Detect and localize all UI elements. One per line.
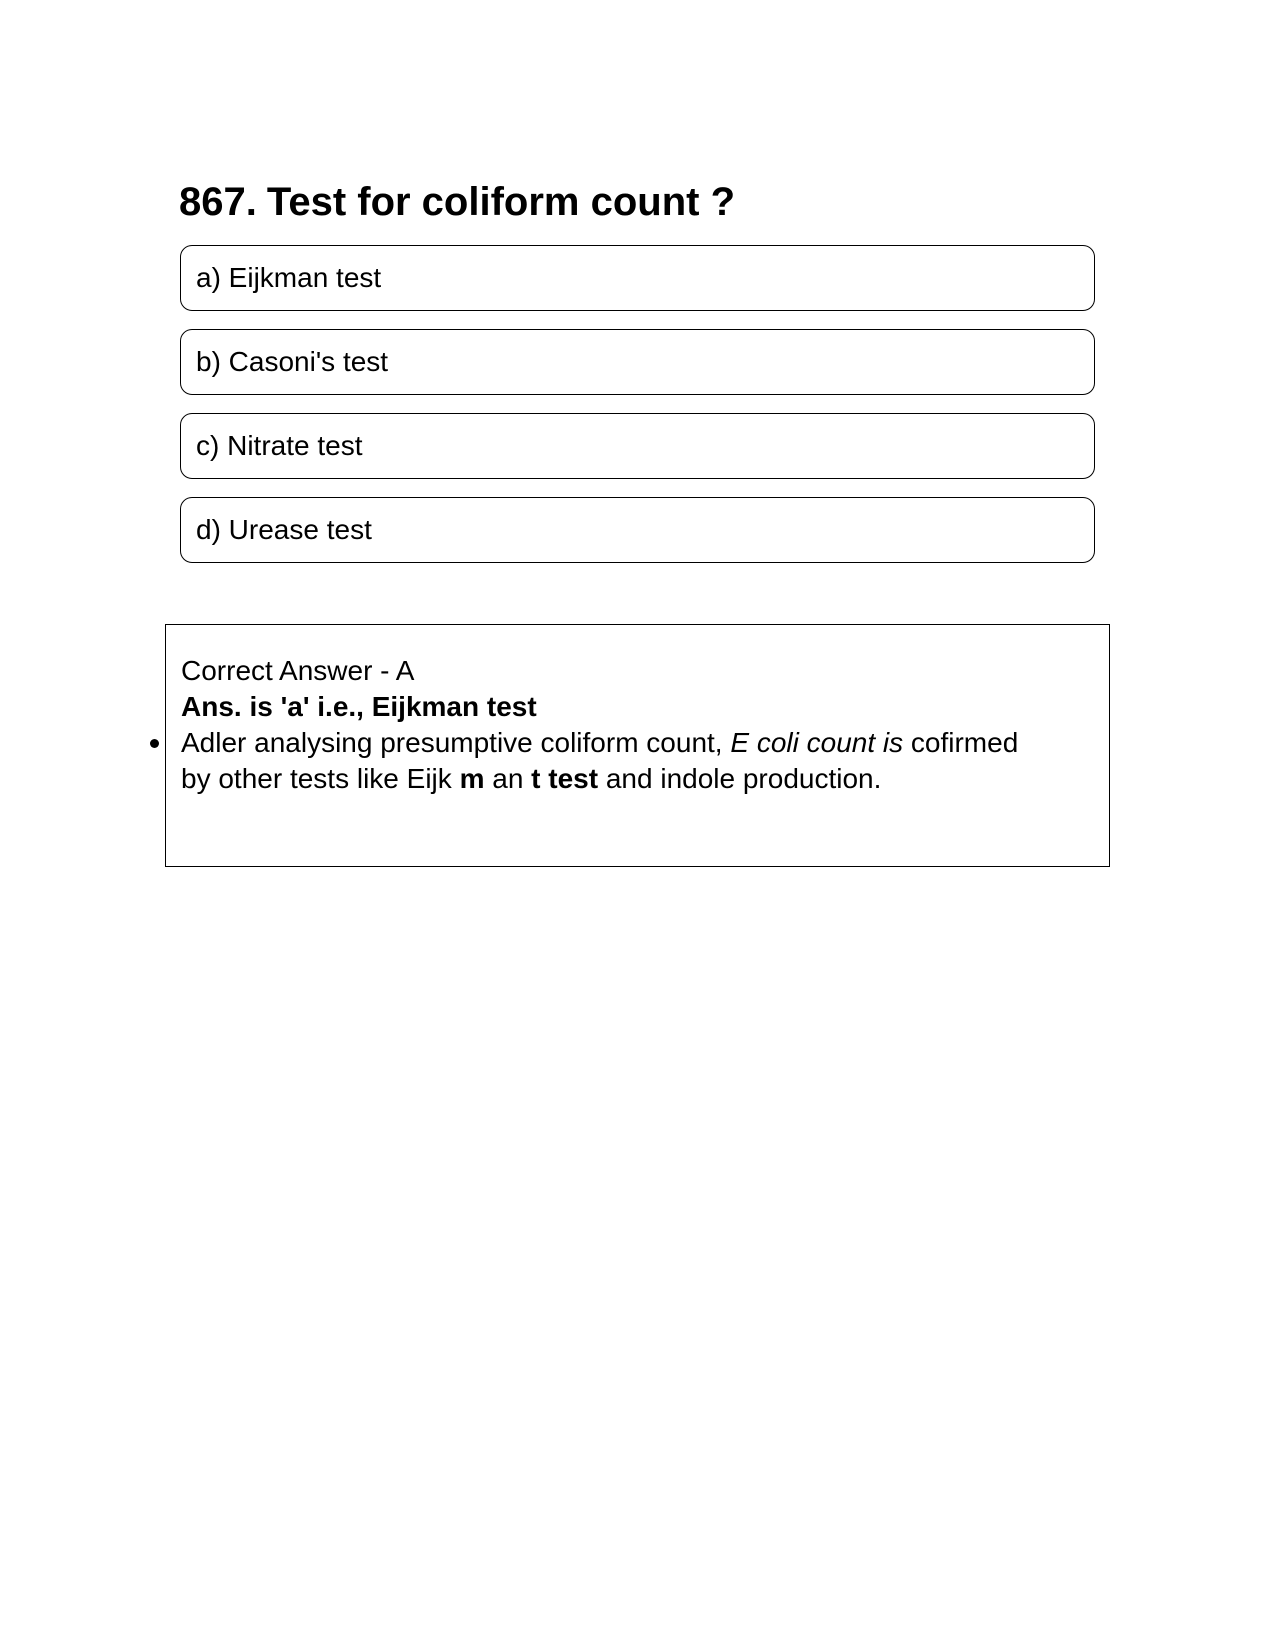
explanation-bold-2: t test (531, 763, 599, 794)
explanation-line-2 (181, 761, 1081, 797)
answer-text (181, 653, 1081, 797)
explanation-part-4: by other tests like Eijk (181, 763, 460, 794)
option-d[interactable]: d) Urease test (180, 497, 1095, 563)
option-a[interactable]: a) Eijkman test (180, 245, 1095, 311)
answer-summary: Ans. is 'a' i.e., Eijkman test (181, 691, 537, 722)
question-text: Test for coliform count ? (266, 180, 736, 224)
correct-answer-line: Correct Answer - A (181, 655, 415, 686)
question-title (179, 176, 735, 228)
bullet-icon (150, 739, 159, 748)
explanation-part-1: Adler analysing presumptive coliform count, (181, 727, 731, 758)
explanation-part-6: an (484, 763, 532, 794)
explanation-part-8: and indole production. (598, 763, 882, 794)
explanation-line-1 (181, 725, 1081, 761)
option-c[interactable]: c) Nitrate test (180, 413, 1095, 479)
explanation-bold-1: m (459, 763, 485, 794)
option-b[interactable]: b) Casoni's test (180, 329, 1095, 395)
explanation-part-3: cofirmed (903, 727, 1019, 758)
explanation-italic: E coli count is (730, 727, 904, 758)
question-number: 867. (179, 180, 257, 224)
